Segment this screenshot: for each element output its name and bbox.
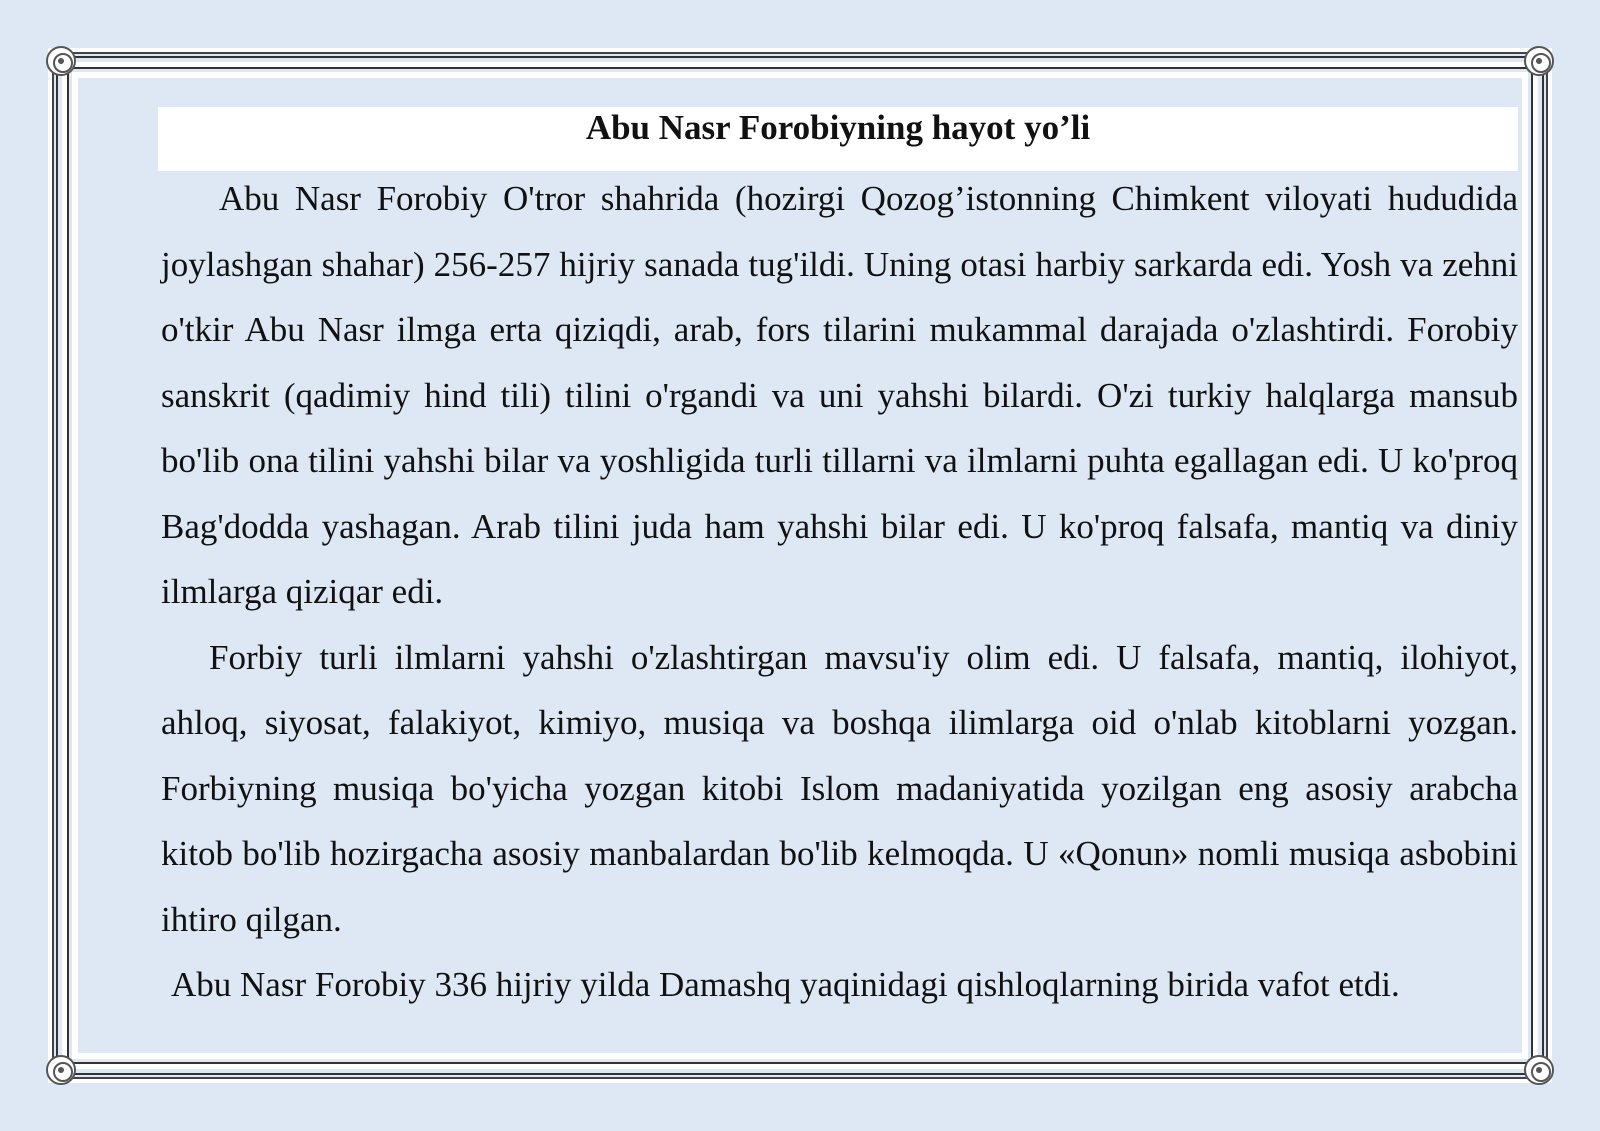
document-body (161, 166, 1518, 1018)
paragraph-scholarship: Forbiy turli ilmlarni yahshi o'zlashtirgan mavsu'iy olim edi. U falsafa, mantiq, ilohiyot, ahloq, siyosat, falakiyot, kimiyo, musiqa va boshqa ilimlarga oid o'nlab kitoblarni yozgan. Forbiyning musiqa bo'yicha yozgan kitobi Islom madaniyatida yozilgan eng asosiy arabcha kitob bo'lib hozirgacha asosiy manbalardan bo'lib kelmoqda. U «Qonun» nomli musiqa asbobini ihtiro qilgan. (161, 637, 1518, 939)
corner-ornament-icon (46, 46, 76, 76)
corner-ornament-icon (1524, 1055, 1554, 1085)
paragraph-biography: Abu Nasr Forobiy O'tror shahrida (hozirgi Qozog’istonning Chimkent viloyati hududida joylashgan shahar) 256-257 hijriy sanada tug'ildi. Uning otasi harbiy sarkarda edi. Yosh va zehni o'tkir Abu Nasr ilmga erta qiziqdi, arab, fors tilarini mukammal darajada o'zlashtirdi. Forobiy sanskrit (qadimiy hind tili) tilini o'rgandi va uni yahshi bilardi. O'zi turkiy halqlarga mansub bo'lib ona tilini yahshi bilar va yoshligida turli tillarni va ilmlarni puhta egallagan edi. U ko'proq Bag'dodda yashagan. Arab tilini juda ham yahshi bilar edi. U ko'proq falsafa, mantiq va diniy ilmlarga qiziqar edi. (161, 179, 1518, 611)
document-title: Abu Nasr Forobiyning hayot yo’li (585, 108, 1091, 147)
corner-ornament-icon (1524, 46, 1554, 76)
corner-ornament-icon (46, 1055, 76, 1085)
paragraph-death: Abu Nasr Forobiy 336 hijriy yilda Damashq yaqinidagi qishloqlarning birida vafot etdi. (171, 965, 1400, 1004)
